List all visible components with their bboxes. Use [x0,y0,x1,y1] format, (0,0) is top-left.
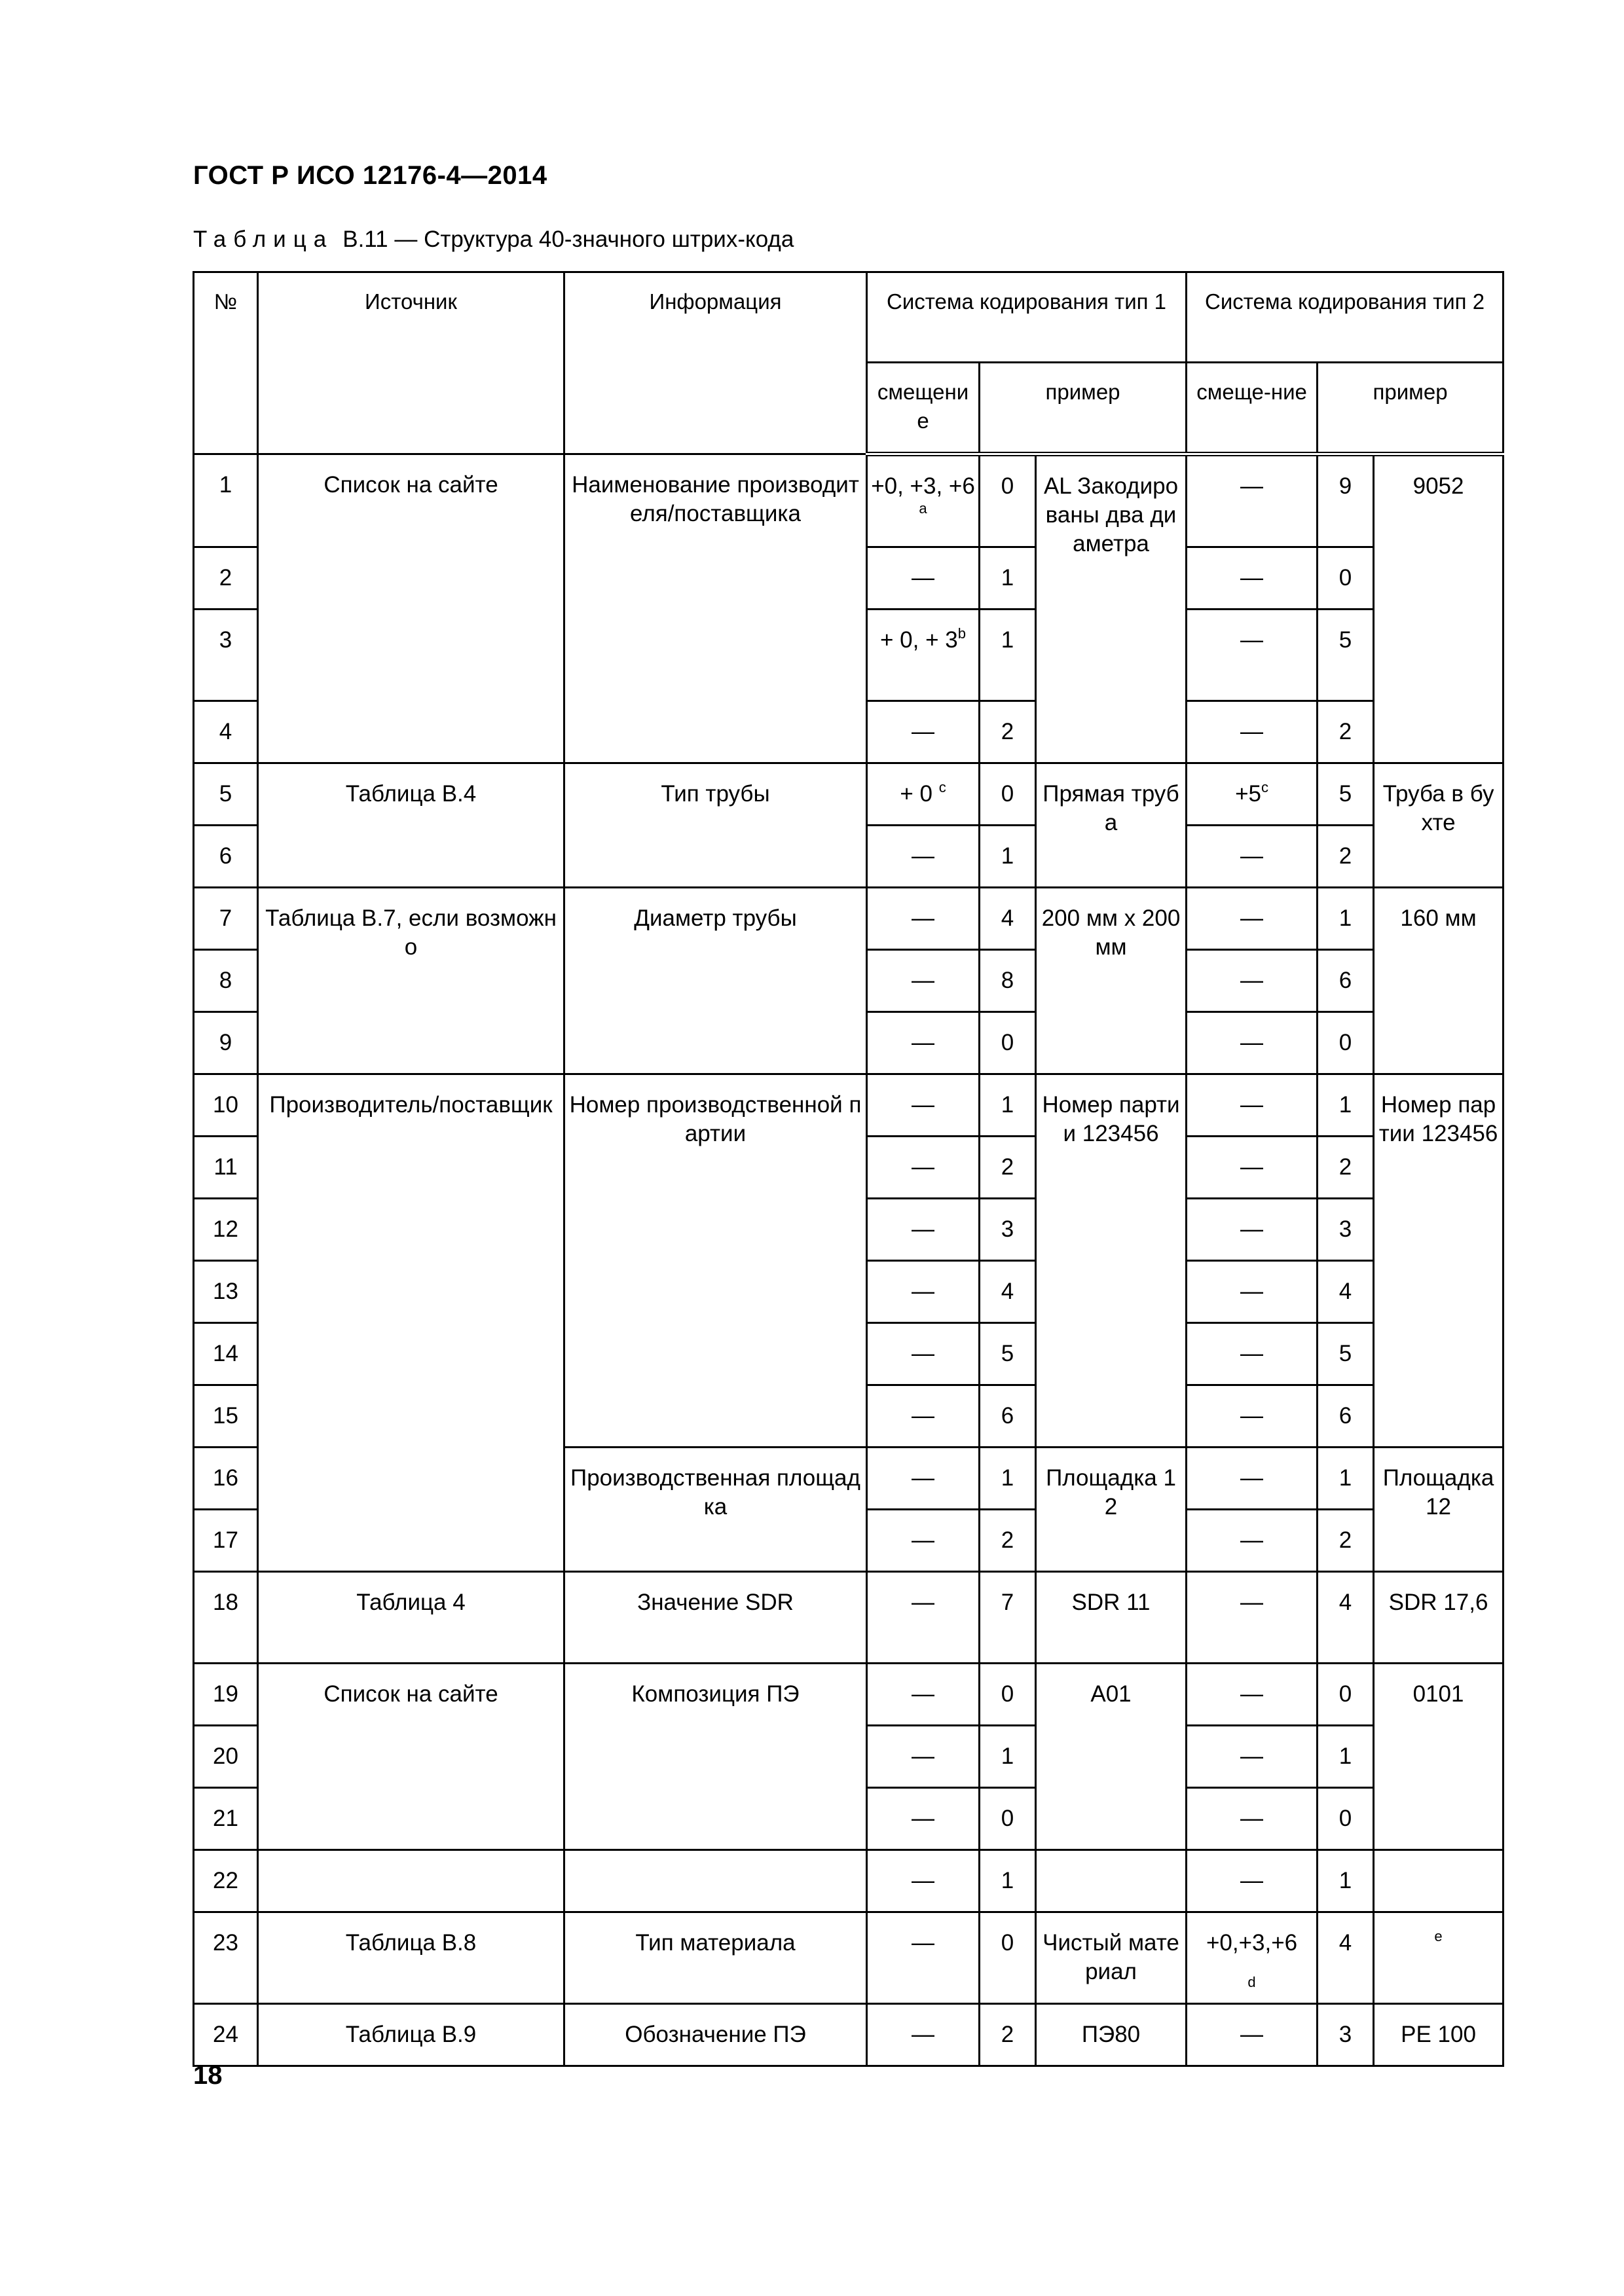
header-offset-1: смещение [867,363,980,454]
info-cell [564,1850,867,1912]
row-number: 5 [194,763,258,826]
info-cell: Наименование производителя/поставщика [564,454,867,763]
header-example-2: пример [1318,363,1504,454]
source-cell: Производитель/поставщик [258,1074,564,1572]
offset-1-cell: — [867,1788,980,1850]
source-cell: Таблица 4 [258,1572,564,1664]
digit-1-cell: 2 [980,1510,1036,1572]
row-number: 19 [194,1664,258,1726]
digit-2-cell: 5 [1318,763,1374,826]
row-number: 14 [194,1323,258,1385]
offset-1-cell: — [867,1137,980,1199]
digit-2-cell: 0 [1318,1664,1374,1726]
table-row [194,763,1504,826]
info-cell: Производственная площадка [564,1448,867,1572]
digit-2-cell: 2 [1318,701,1374,763]
offset-2-cell: — [1187,610,1318,701]
row-number: 4 [194,701,258,763]
header-system-type-1: Система кодирования тип 1 [867,272,1187,363]
digit-2-cell: 2 [1318,1137,1374,1199]
digit-1-cell: 7 [980,1572,1036,1664]
barcode-structure-table [193,271,1504,2067]
header-offset-2: смеще-ние [1187,363,1318,454]
offset-2-cell: — [1187,1448,1318,1510]
digit-1-cell: 0 [980,1664,1036,1726]
table-caption-text: В.11 — Структура 40-значного штрих-кода [342,227,794,252]
digit-1-cell: 2 [980,1137,1036,1199]
digit-2-cell: 4 [1318,1572,1374,1664]
offset-2-cell: — [1187,454,1318,547]
example-1-cell: Площадка 12 [1036,1448,1187,1572]
header-source: Источник [258,272,564,454]
offset-1-cell: — [867,950,980,1012]
example-2-cell: PE 100 [1374,2004,1504,2066]
offset-1-cell: + 0, + $3^b$ [867,610,980,701]
offset-1-cell: +0, +3, $+6^a$ [867,454,980,547]
row-number: 6 [194,826,258,888]
digit-1-cell: 0 [980,1012,1036,1074]
digit-1-cell: 5 [980,1323,1036,1385]
offset-2-cell: — [1187,1572,1318,1664]
example-1-cell: A01 [1036,1664,1187,1850]
example-2-cell: 0101 [1374,1664,1504,1850]
offset-1-cell: — [867,1385,980,1448]
table-row [194,1664,1504,1726]
digit-2-cell: 3 [1318,1199,1374,1261]
document-header: ГОСТ Р ИСО 12176-4—2014 [193,161,547,190]
digit-2-cell: 1 [1318,888,1374,950]
example-2-cell [1374,1850,1504,1912]
offset-2-cell: $+5^c$ [1187,763,1318,826]
source-cell: Список на сайте [258,454,564,763]
source-cell: Таблица В.8 [258,1912,564,2004]
digit-1-cell: 2 [980,2004,1036,2066]
source-cell: Таблица В.9 [258,2004,564,2066]
digit-1-cell: 0 [980,1788,1036,1850]
offset-1-cell: — [867,1510,980,1572]
digit-1-cell: 3 [980,1199,1036,1261]
offset-2-cell: — [1187,1726,1318,1788]
info-cell: Обозначение ПЭ [564,2004,867,2066]
digit-1-cell: 4 [980,888,1036,950]
digit-1-cell: 1 [980,610,1036,701]
offset-1-cell: — [867,1261,980,1323]
digit-1-cell: 1 [980,1448,1036,1510]
offset-2-cell: — [1187,1137,1318,1199]
offset-1-cell: — [867,888,980,950]
example-1-cell: SDR 11 [1036,1572,1187,1664]
source-cell: Таблица В.7, если возможно [258,888,564,1074]
row-number: 22 [194,1850,258,1912]
offset-1-cell: — [867,1074,980,1137]
offset-2-cell: — [1187,1664,1318,1726]
header-num: № [194,272,258,454]
offset-1-cell: + 0 $^c$ [867,763,980,826]
digit-2-cell: 6 [1318,950,1374,1012]
row-number: 18 [194,1572,258,1664]
offset-1-cell: — [867,1199,980,1261]
example-2-cell: Труба в бухте [1374,763,1504,888]
info-cell: Номер производственной партии [564,1074,867,1448]
digit-1-cell: 0 [980,1912,1036,2004]
row-number: 23 [194,1912,258,2004]
example-2-cell: SDR 17,6 [1374,1572,1504,1664]
table-row [194,888,1504,950]
digit-1-cell: 0 [980,763,1036,826]
info-cell: Композиция ПЭ [564,1664,867,1850]
example-1-cell [1036,1850,1187,1912]
row-number: 10 [194,1074,258,1137]
offset-2-cell: — [1187,950,1318,1012]
row-number: 3 [194,610,258,701]
row-number: 1 [194,454,258,547]
digit-1-cell: 1 [980,547,1036,610]
row-number: 15 [194,1385,258,1448]
table-row [194,2004,1504,2066]
row-number: 20 [194,1726,258,1788]
row-number: 12 [194,1199,258,1261]
row-number: 24 [194,2004,258,2066]
digit-2-cell: 9 [1318,454,1374,547]
example-1-cell: 200 мм х 200 мм [1036,888,1187,1074]
row-number: 13 [194,1261,258,1323]
row-number: 17 [194,1510,258,1572]
offset-1-cell: — [867,1850,980,1912]
example-2-cell: Номер партии 123456 [1374,1074,1504,1448]
source-cell: Таблица В.4 [258,763,564,888]
header-row-1 [194,272,1504,363]
table-caption-label: Таблица [193,227,334,252]
offset-1-cell: — [867,1572,980,1664]
source-cell [258,1850,564,1912]
offset-1-cell: — [867,1012,980,1074]
digit-1-cell: 1 [980,1726,1036,1788]
offset-2-cell: — [1187,701,1318,763]
offset-2-cell: — [1187,888,1318,950]
table-row [194,1850,1504,1912]
row-number: 8 [194,950,258,1012]
offset-1-cell: — [867,2004,980,2066]
digit-2-cell: 0 [1318,1788,1374,1850]
table-row [194,1074,1504,1137]
offset-2-cell: — [1187,1323,1318,1385]
row-number: 16 [194,1448,258,1510]
offset-1-cell: — [867,1726,980,1788]
offset-1-cell: — [867,1448,980,1510]
digit-2-cell: 0 [1318,1012,1374,1074]
offset-1-cell: — [867,826,980,888]
offset-2-cell: — [1187,1788,1318,1850]
digit-2-cell: 1 [1318,1448,1374,1510]
header-system-type-2: Система кодирования тип 2 [1187,272,1504,363]
offset-1-cell: — [867,1323,980,1385]
row-number: 2 [194,547,258,610]
offset-2-cell: +0,+3,+6 $_d$ [1187,1912,1318,2004]
digit-1-cell: 1 [980,1074,1036,1137]
offset-1-cell: — [867,701,980,763]
offset-2-cell: — [1187,1199,1318,1261]
example-2-cell: Площадка 12 [1374,1448,1504,1572]
example-1-cell: Чистый материал [1036,1912,1187,2004]
offset-2-cell: — [1187,2004,1318,2066]
digit-2-cell: 1 [1318,1850,1374,1912]
digit-2-cell: 0 [1318,547,1374,610]
table-caption [193,227,794,253]
offset-2-cell: — [1187,547,1318,610]
digit-2-cell: 5 [1318,610,1374,701]
row-number: 11 [194,1137,258,1199]
example-1-cell: Прямая труба [1036,763,1187,888]
digit-2-cell: 4 [1318,1912,1374,2004]
table-row [194,1912,1504,2004]
digit-2-cell: 4 [1318,1261,1374,1323]
digit-1-cell: 1 [980,826,1036,888]
digit-2-cell: 5 [1318,1323,1374,1385]
example-2-cell: 9052 [1374,454,1504,763]
digit-1-cell: 4 [980,1261,1036,1323]
digit-1-cell: 1 [980,1850,1036,1912]
digit-1-cell: 8 [980,950,1036,1012]
info-cell: Тип трубы [564,763,867,888]
example-1-cell: ПЭ80 [1036,2004,1187,2066]
table-row [194,1572,1504,1664]
digit-2-cell: 2 [1318,826,1374,888]
digit-2-cell: 3 [1318,2004,1374,2066]
example-2-cell: 160 мм [1374,888,1504,1074]
offset-1-cell: — [867,1912,980,2004]
offset-2-cell: — [1187,826,1318,888]
page-number: 18 [193,2061,223,2090]
offset-1-cell: — [867,1664,980,1726]
example-1-cell: Номер партии 123456 [1036,1074,1187,1448]
source-cell: Список на сайте [258,1664,564,1850]
row-number: 7 [194,888,258,950]
digit-1-cell: 0 [980,454,1036,547]
header-example-1: пример [980,363,1187,454]
info-cell: Диаметр трубы [564,888,867,1074]
offset-2-cell: — [1187,1510,1318,1572]
info-cell: Тип материала [564,1912,867,2004]
info-cell: Значение SDR [564,1572,867,1664]
example-2-cell: e [1374,1912,1504,2004]
digit-2-cell: 2 [1318,1510,1374,1572]
example-1-cell: AL Закодированы два диаметра [1036,454,1187,763]
offset-2-cell: — [1187,1850,1318,1912]
table-row [194,454,1504,547]
offset-1-cell: — [867,547,980,610]
offset-2-cell: — [1187,1074,1318,1137]
digit-1-cell: 6 [980,1385,1036,1448]
offset-2-cell: — [1187,1261,1318,1323]
digit-2-cell: 1 [1318,1074,1374,1137]
digit-1-cell: 2 [980,701,1036,763]
offset-2-cell: — [1187,1385,1318,1448]
row-number: 21 [194,1788,258,1850]
digit-2-cell: 6 [1318,1385,1374,1448]
digit-2-cell: 1 [1318,1726,1374,1788]
row-number: 9 [194,1012,258,1074]
header-info: Информация [564,272,867,454]
offset-2-cell: — [1187,1012,1318,1074]
